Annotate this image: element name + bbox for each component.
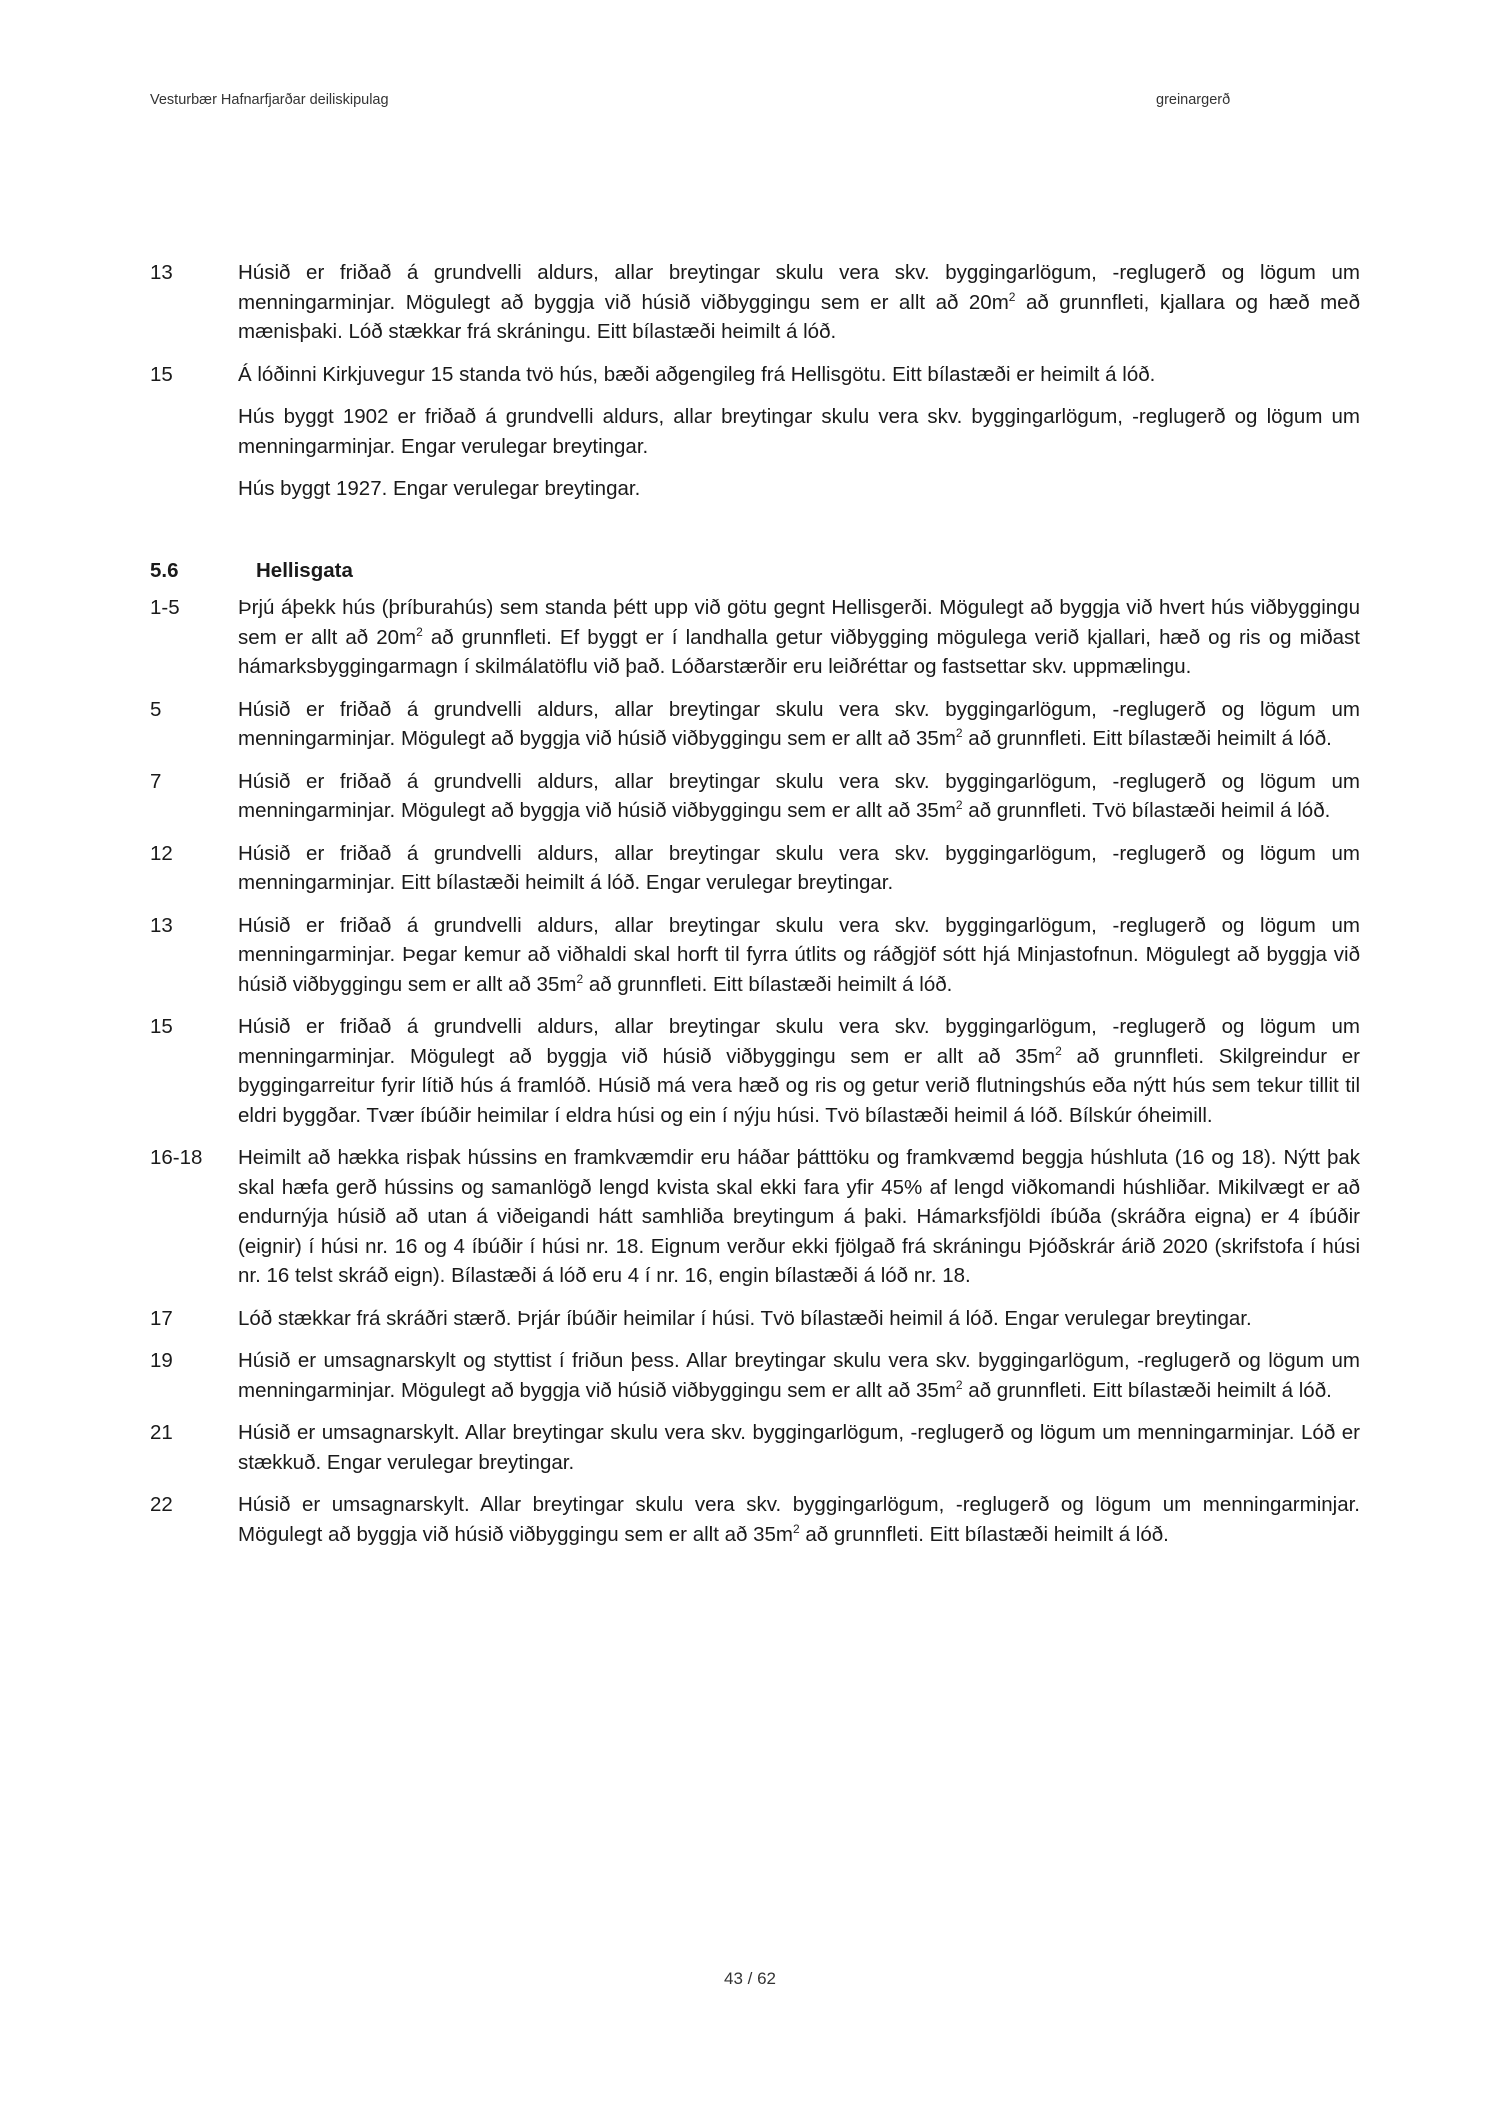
lot-paragraph: [238, 402, 1360, 461]
text-run: Húsið er friðað á grundvelli aldurs, allar breytingar skulu vera skv. byggingarlögum, -reglugerð og lögum um menningarminjar. Mögulegt að byggja við húsið viðbyggingu sem er allt að 20m: [238, 261, 1360, 314]
lot-entry: [150, 1490, 1360, 1549]
text-run: að grunnfleti. Skilgreindur er byggingarreitur fyrir lítið hús á framlóð. Húsið má vera hæð og ris og getur verið flutningshús eða nýtt hús sem tekur tillit til eldri byggðar. Tvær íbúðir heimilar í eldra húsi og ein í nýju húsi. Tvö bílastæði heimil á lóð. Bílskúr óheimill.: [238, 1044, 1360, 1127]
lot-entry: [150, 360, 1360, 504]
text-run: Húsið er friðað á grundvelli aldurs, allar breytingar skulu vera skv. byggingarlögum, -reglugerð og lögum um menningarminjar. Mögulegt að byggja við húsið viðbyggingu sem er allt að 35m: [238, 697, 1360, 750]
superscript: 2: [416, 624, 423, 639]
lot-number: 15: [150, 362, 173, 386]
section-heading: [150, 556, 1360, 586]
lot-entry: [150, 695, 1360, 754]
lot-entry: [150, 1143, 1360, 1291]
text-run: Húsið er friðað á grundvelli aldurs, allar breytingar skulu vera skv. byggingarlögum, -reglugerð og lögum um menningarminjar. Mögulegt að byggja við húsið viðbyggingu sem er allt að 35m: [238, 1015, 1360, 1068]
text-run: að grunnfleti. Eitt bílastæði heimilt á lóð.: [799, 1522, 1169, 1546]
text-run: Húsið er umsagnarskylt og styttist í friðun þess. Allar breytingar skulu vera skv. byggingarlögum, -reglugerð og lögum um menningarminjar. Mögulegt að byggja við húsið viðbyggingu sem er allt að 35m: [238, 1349, 1360, 1402]
lot-number: 19: [150, 1349, 173, 1372]
lot-description: [238, 1490, 1360, 1549]
text-run: að grunnfleti. Ef byggt er í landhalla getur viðbygging mögulega verið kjallari, hæð og ris og miðast hámarksbyggingarmagn í skilmálatöflu við það. Lóðarstærðir eru leiðréttar og fastsettar skv. uppmælingu.: [238, 625, 1360, 678]
lot-paragraph: [238, 1418, 1360, 1477]
text-run: Þrjú áþekk hús (þríburahús) sem standa þétt upp við götu gegnt Hellisgerði. Mögulegt að byggja við hvert hús viðbyggingu sem er allt að 20m: [238, 596, 1360, 649]
text-run: að grunnfleti. Eitt bílastæði heimilt á lóð.: [962, 1378, 1332, 1402]
lot-number: 21: [150, 1421, 173, 1444]
lot-description: [238, 1346, 1360, 1405]
lot-entry: [150, 1304, 1360, 1334]
lot-description: [238, 258, 1360, 347]
lot-description: [238, 767, 1360, 826]
lot-number: 13: [150, 913, 173, 937]
continued-entries: [150, 258, 1360, 504]
text-run: Heimilt að hækka risþak hússins en framkvæmdir eru háðar þátttöku og framkvæmd beggja húshluta (16 og 18). Nýtt þak skal hæfa gerð hússins og samanlögð lengd kvista skal ekki fara yfir 45% af lengd viðkomandi húshliðar. Mikilvægt er að endurnýja húsið að utan á viðeigandi hátt samhliða breytingum á þaki. Hámarksfjöldi íbúða (skráðra eigna) er 4 íbúðir (eignir) í húsi nr. 16 og 4 íbúðir í húsi nr. 18. Eignum verður ekki fjölgað frá skráningu Þjóðskrár árið 2020 (skrifstofa í húsi nr. 16 telst skráð eign). Bílastæði á lóð eru 4 í nr. 16, engin bílastæði á lóð nr. 18.: [238, 1146, 1360, 1287]
lot-description: [238, 360, 1360, 504]
text-run: Á lóðinni Kirkjuvegur 15 standa tvö hús, bæði aðgengileg frá Hellisgötu. Eitt bílastæði er heimilt á lóð.: [238, 362, 1156, 386]
lot-description: [238, 593, 1360, 682]
text-run: að grunnfleti. Eitt bílastæði heimilt á lóð.: [962, 727, 1332, 750]
superscript: 2: [1008, 289, 1016, 304]
lot-paragraph: [238, 1143, 1360, 1291]
superscript: 2: [955, 1377, 963, 1392]
lot-number: 12: [150, 841, 173, 865]
lot-paragraph: [238, 1012, 1360, 1130]
lot-paragraph: [238, 1304, 1360, 1334]
superscript: 2: [792, 1521, 800, 1536]
text-run: Lóð stækkar frá skráðri stærð. Þrjár íbúðir heimilar í húsi. Tvö bílastæði heimil á lóð. Engar verulegar breytingar.: [238, 1306, 1252, 1330]
lot-number: 7: [150, 769, 162, 793]
lot-entry: [150, 1418, 1360, 1477]
lot-paragraph: [238, 1346, 1360, 1405]
document-section-label: greinargerð: [1156, 92, 1231, 108]
text-run: Hús byggt 1902 er friðað á grundvelli aldurs, allar breytingar skulu vera skv. byggingarlögum, -reglugerð og lögum um menningarminjar. Engar verulegar breytingar.: [238, 405, 1360, 458]
superscript: 2: [1055, 1043, 1062, 1058]
lot-entries: [150, 593, 1360, 1549]
lot-paragraph: [238, 258, 1360, 347]
lot-description: [238, 1418, 1360, 1477]
text-run: Húsið er friðað á grundvelli aldurs, allar breytingar skulu vera skv. byggingarlögum, -reglugerð og lögum um menningarminjar. Þegar kemur að viðhaldi skal horft til fyrra útlits og ráðgjöf sótt hjá Minjastofnun. Mögulegt að byggja við húsið viðbyggingu sem er allt að 35m: [238, 913, 1360, 996]
text-run: að grunnfleti. Tvö bílastæði heimil á lóð.: [962, 799, 1331, 822]
lot-paragraph: [238, 767, 1360, 826]
lot-description: [238, 1143, 1360, 1291]
section-number: 5.6: [150, 558, 179, 582]
lot-paragraph: [238, 474, 1360, 504]
page-number: 43 / 62: [724, 1969, 776, 1988]
lot-paragraph: [238, 695, 1360, 754]
text-run: Hús byggt 1927. Engar verulegar breytingar.: [238, 477, 641, 500]
document-title: Vesturbær Hafnarfjarðar deiliskipulag: [150, 92, 389, 108]
lot-paragraph: [238, 360, 1360, 390]
superscript: 2: [955, 798, 963, 812]
lot-description: [238, 911, 1360, 1000]
section-title: Hellisgata: [256, 558, 353, 582]
lot-description: [238, 839, 1360, 898]
lot-entry: [150, 1346, 1360, 1405]
text-run: Húsið er umsagnarskylt. Allar breytingar skulu vera skv. byggingarlögum, -reglugerð og lögum um menningarminjar. Mögulegt að byggja við húsið viðbyggingu sem er allt að 35m: [238, 1493, 1360, 1546]
text-run: Húsið er umsagnarskylt. Allar breytingar skulu vera skv. byggingarlögum, -reglugerð og lögum um menningarminjar. Lóð er stækkuð. Engar verulegar breytingar.: [238, 1421, 1360, 1474]
text-run: Húsið er friðað á grundvelli aldurs, allar breytingar skulu vera skv. byggingarlögum, -reglugerð og lögum um menningarminjar. Eitt bílastæði heimilt á lóð. Engar verulegar breytingar.: [238, 841, 1360, 894]
lot-paragraph: [238, 593, 1360, 682]
lot-entry: [150, 767, 1360, 826]
lot-number: 15: [150, 1015, 173, 1038]
text-run: að grunnfleti, kjallara og hæð með mænisþaki. Lóð stækkar frá skráningu. Eitt bílastæði heimilt á lóð.: [238, 290, 1360, 343]
lot-entry: [150, 258, 1360, 347]
text-run: að grunnfleti. Eitt bílastæði heimilt á lóð.: [583, 972, 953, 996]
lot-paragraph: [238, 911, 1360, 1000]
page-content: [150, 258, 1360, 1562]
lot-description: [238, 695, 1360, 754]
lot-paragraph: [238, 839, 1360, 898]
lot-number: 16-18: [150, 1146, 203, 1169]
lot-number: 5: [150, 697, 162, 721]
lot-entry: [150, 1012, 1360, 1130]
lot-number: 22: [150, 1493, 173, 1516]
lot-entry: [150, 911, 1360, 1000]
lot-description: [238, 1012, 1360, 1130]
lot-entry: [150, 839, 1360, 898]
superscript: 2: [576, 971, 584, 986]
lot-description: [238, 1304, 1360, 1334]
text-run: Húsið er friðað á grundvelli aldurs, allar breytingar skulu vera skv. byggingarlögum, -reglugerð og lögum um menningarminjar. Mögulegt að byggja við húsið viðbyggingu sem er allt að 35m: [238, 769, 1360, 822]
lot-number: 1-5: [150, 596, 180, 619]
lot-paragraph: [238, 1490, 1360, 1549]
lot-number: 13: [150, 261, 173, 284]
lot-number: 17: [150, 1306, 173, 1330]
superscript: 2: [955, 726, 963, 740]
lot-entry: [150, 593, 1360, 682]
